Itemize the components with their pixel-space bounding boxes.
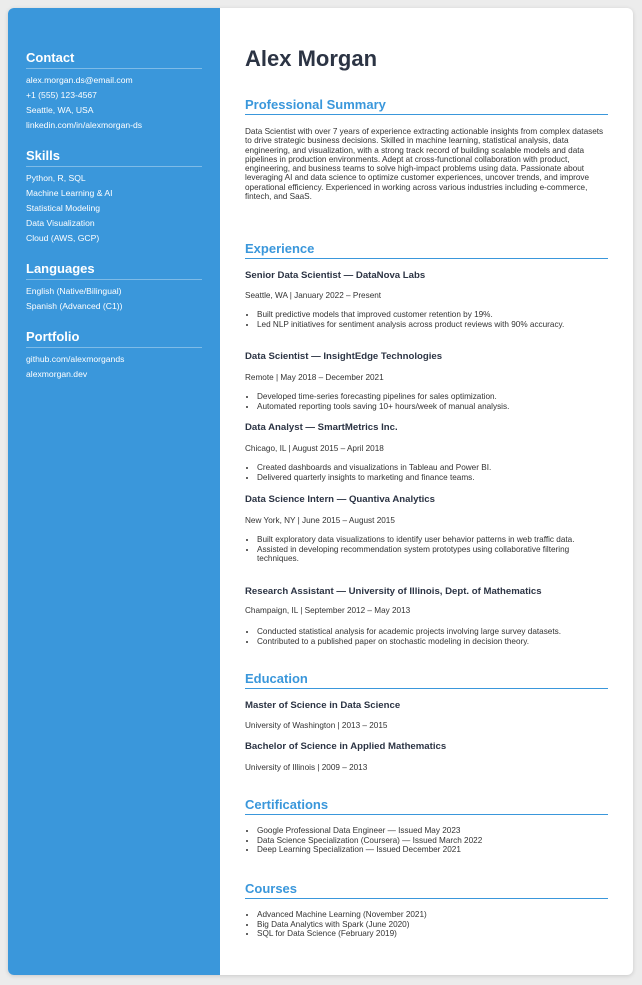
job-meta: Seattle, WA | January 2022 – Present <box>245 291 382 300</box>
sidebar <box>8 8 220 975</box>
skill-item: Statistical Modeling <box>26 203 101 213</box>
job-title: Data Science Intern — Quantiva Analytics <box>245 494 435 505</box>
contact-linkedin[interactable]: linkedin.com/in/alexmorgan-ds <box>26 120 143 130</box>
job-bullet: • Developed time-series forecasting pipelines for sales optimization. <box>257 392 611 402</box>
skill-item: Cloud (AWS, GCP) <box>26 233 100 243</box>
course-item: • Advanced Machine Learning (November 2021) <box>257 910 611 920</box>
skill-item: Machine Learning & AI <box>26 188 113 198</box>
degree-title: Master of Science in Data Science <box>245 700 401 711</box>
resume-page <box>8 8 633 975</box>
portfolio-website-link[interactable]: alexmorgan.dev <box>26 369 88 379</box>
languages-section <box>26 261 202 314</box>
courses-list <box>245 910 611 939</box>
contact-phone[interactable]: +1 (555) 123-4567 <box>26 90 97 100</box>
job-bullet: • Built predictive models that improved customer retention by 19%. <box>257 310 611 320</box>
language-item: Spanish (Advanced (C1)) <box>26 301 123 311</box>
job-title: Senior Data Scientist — DataNova Labs <box>245 270 426 281</box>
language-item: English (Native/Bilingual) <box>26 286 122 296</box>
courses-heading: Courses <box>245 881 608 899</box>
job-meta: New York, NY | June 2015 – August 2015 <box>245 516 395 525</box>
job-title: Data Analyst — SmartMetrics Inc. <box>245 422 398 433</box>
certification-item: • Deep Learning Specialization — Issued December 2021 <box>257 845 611 855</box>
job-bullet: • Assisted in developing recommendation system prototypes using collaborative filtering techniques. <box>257 545 611 564</box>
portfolio-github-link[interactable]: github.com/alexmorgands <box>26 354 125 364</box>
job-title: Data Scientist — InsightEdge Technologies <box>245 351 443 362</box>
job-bullets <box>245 463 611 482</box>
degree-meta: University of Illinois | 2009 – 2013 <box>245 763 368 772</box>
skills-heading: Skills <box>26 148 202 167</box>
summary-heading: Professional Summary <box>245 97 608 115</box>
job-bullets <box>245 535 611 564</box>
job-meta: Chicago, IL | August 2015 – April 2018 <box>245 444 384 453</box>
candidate-name: Alex Morgan <box>245 46 378 71</box>
experience-heading: Experience <box>245 241 608 259</box>
languages-heading: Languages <box>26 261 202 280</box>
summary-text: Data Scientist with over 7 years of experience extracting actionable insights from complex datasets to drive strategic business decisions. Skilled in machine learning, statistical analysis, data engineering, and visualization, with a strong track record of building scalable models and data pipelines in production environments. Adept at cross-functional collaboration with product, engineering, and business teams to solve high-impact problems using data. Passionate about leveraging AI and data science to optimize customer experiences, uncover trends, and improve operational efficiency. Experienced in working across various industries including e-commerce, fintech, and SaaS. <box>245 127 604 202</box>
certification-item: • Google Professional Data Engineer — Issued May 2023 <box>257 826 611 836</box>
contact-section <box>26 50 202 133</box>
job-bullet: • Created dashboards and visualizations in Tableau and Power BI. <box>257 463 611 473</box>
skill-item: Data Visualization <box>26 218 95 228</box>
job-title: Research Assistant — University of Illinois, Dept. of Mathematics <box>245 586 542 597</box>
job-bullets <box>245 627 611 646</box>
portfolio-section <box>26 329 202 382</box>
job-meta: Champaign, IL | September 2012 – May 2013 <box>245 606 411 615</box>
job-bullet: • Contributed to a published paper on stochastic modeling in decision theory. <box>257 637 611 647</box>
education-heading: Education <box>245 671 608 689</box>
portfolio-heading: Portfolio <box>26 329 202 348</box>
job-bullet: • Led NLP initiatives for sentiment analysis across product reviews with 90% accuracy. <box>257 320 611 330</box>
degree-title: Bachelor of Science in Applied Mathematics <box>245 741 447 752</box>
job-meta: Remote | May 2018 – December 2021 <box>245 373 384 382</box>
job-bullet: • Built exploratory data visualizations to identify user behavior patterns in web traffic data. <box>257 535 611 545</box>
certification-item: • Data Science Specialization (Coursera) — Issued March 2022 <box>257 836 611 846</box>
job-bullet: • Automated reporting tools saving 10+ hours/week of manual analysis. <box>257 402 611 412</box>
job-bullets <box>245 392 611 411</box>
course-item: • SQL for Data Science (February 2019) <box>257 929 611 939</box>
degree-meta: University of Washington | 2013 – 2015 <box>245 721 388 730</box>
job-bullet: • Delivered quarterly insights to marketing and finance teams. <box>257 473 611 483</box>
contact-heading: Contact <box>26 50 202 69</box>
course-item: • Big Data Analytics with Spark (June 2020) <box>257 920 611 930</box>
skill-item: Python, R, SQL <box>26 173 86 183</box>
main-content <box>220 8 633 975</box>
contact-email[interactable]: alex.morgan.ds@email.com <box>26 75 133 85</box>
certifications-list <box>245 826 611 855</box>
certifications-heading: Certifications <box>245 797 608 815</box>
job-bullet: • Conducted statistical analysis for academic projects involving large survey datasets. <box>257 627 611 637</box>
skills-section <box>26 148 202 246</box>
contact-location: Seattle, WA, USA <box>26 105 94 115</box>
job-bullets <box>245 310 611 329</box>
